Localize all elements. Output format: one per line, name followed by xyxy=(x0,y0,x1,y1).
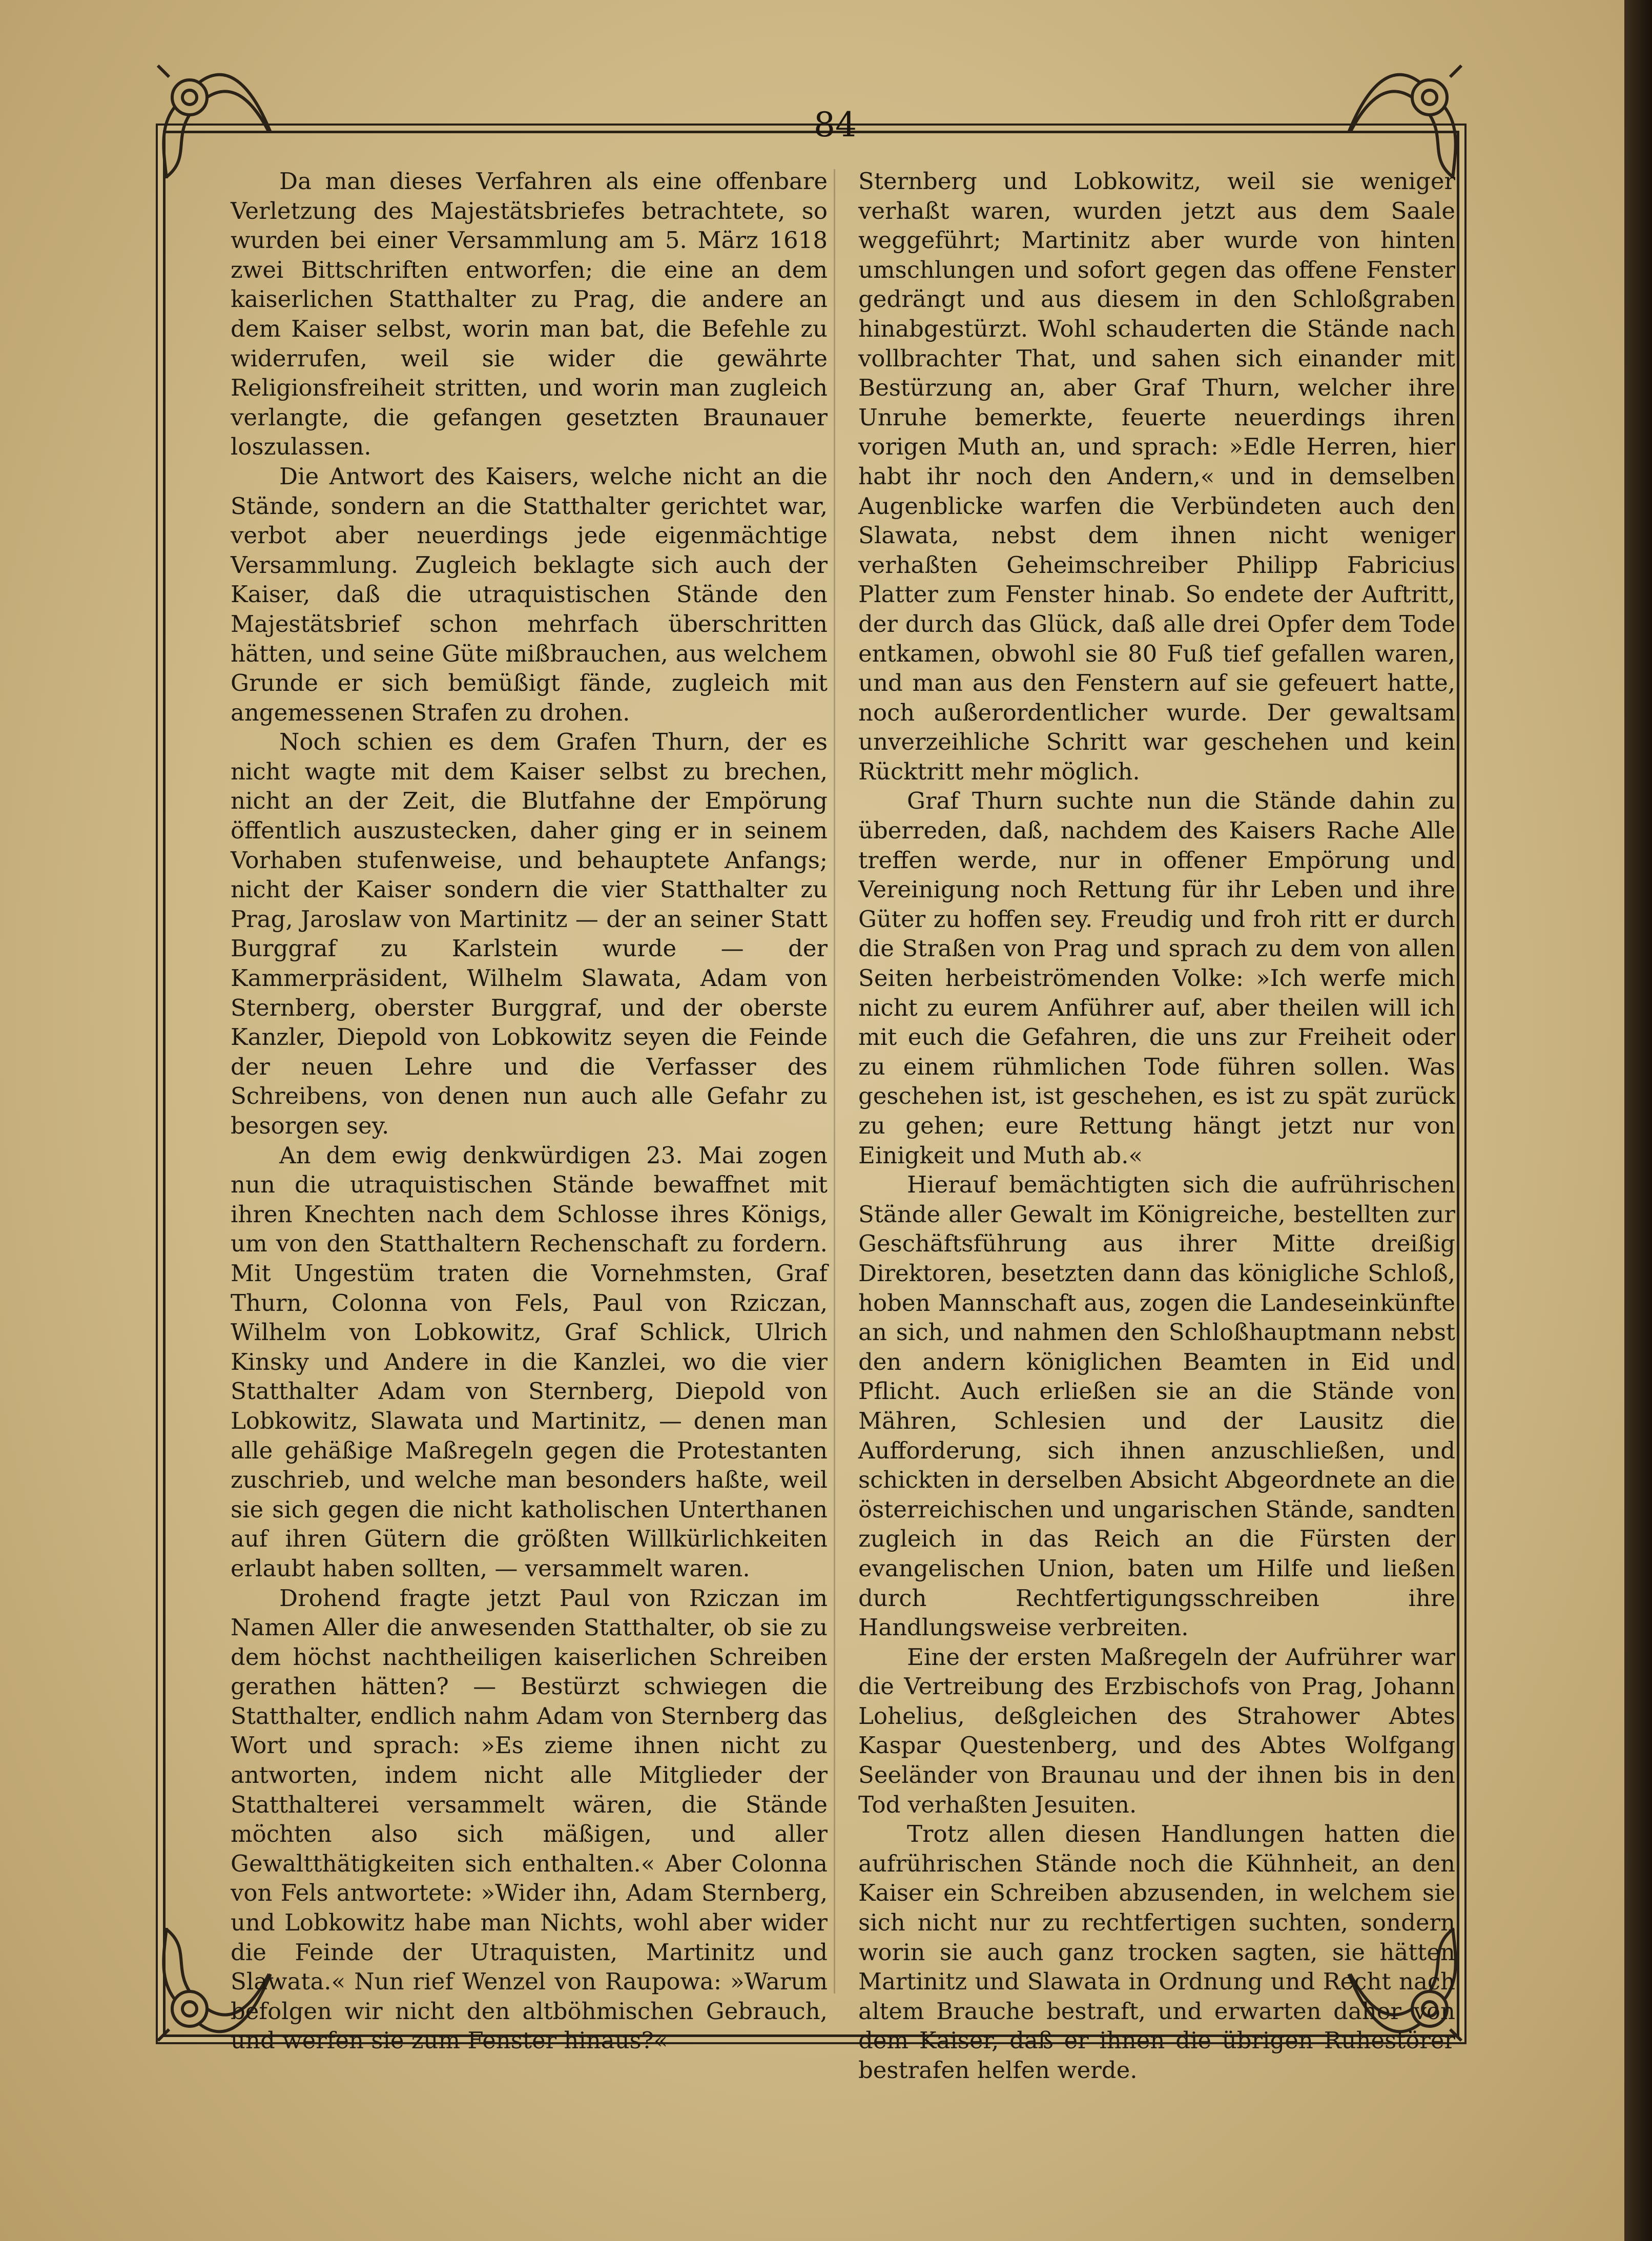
paragraph: Die Antwort des Kaisers, welche nicht an die Stände, sondern an die Statthalter gerichtet war, verbot aber neuerdings jede eigenmächtige Versammlung. Zugleich beklagte sich auch der Kaiser, daß die utraquistischen Stände den Majestätsbrief schon mehrfach überschritten hätten, und seine Güte mißbrauchen, aus welchem Grunde er sich bemüßigt fände, zugleich mit angemessenen Strafen zu drohen. xyxy=(231,462,828,726)
book-spine xyxy=(1624,0,1652,2241)
paragraph: Graf Thurn suchte nun die Stände dahin zu überreden, daß, nachdem des Kaisers Rache Alle treffen werde, nur in offener Empörung und Vereinigung noch Rettung für ihr Leben und ihre Güter zu hoffen sey. Freudig und froh ritt er durch die Straßen von Prag und sprach zu dem von allen Seiten herbeiströmenden Volke: »Ich werfe mich nicht zu eurem Anführer auf, aber theilen will ich mit euch die Gefahren, die uns zur Freiheit oder zu einem rühmlichen Tode führen sollen. Was geschehen ist, ist geschehen, es ist zu spät zurück zu gehen; eure Rettung hängt jetzt nur von Einigkeit und Muth ab.« xyxy=(858,787,1455,1169)
header-rule-right xyxy=(881,131,1383,133)
paragraph: Trotz allen diesen Handlungen hatten die aufrührischen Stände noch die Kühnheit, an den Kaiser ein Schreiben abzusenden, in welchem sie sich nicht nur zu rechtfertigen suchten, sondern worin sie auch ganz trocken sagten, sie hätten Martinitz und Slawata in Ordnung und Recht nach altem Brauche bestraft, und erwarten daher von dem Kaiser, daß er ihnen die übrigen Ruhestörer bestrafen helfen werde. xyxy=(858,1820,1455,2084)
header-rule-left xyxy=(277,131,779,133)
scroll-flourish-icon xyxy=(154,61,272,179)
paragraph: Sternberg und Lobkowitz, weil sie weniger verhaßt waren, wurden jetzt aus dem Saale weggeführt; Martinitz aber wurde von hinten umschlungen und sofort gegen das offene Fenster gedrängt und aus diesem in den Schloßgraben hinabgestürzt. Wohl schauderten die Stände nach vollbrachter That, und sahen sich einander mit Bestürzung an, aber Graf Thurn, welcher ihre Unruhe bemerkte, feuerte neuerdings ihren vorigen Muth an, und sprach: »Edle Herren, hier habt ihr noch den Andern,« und in demselben Augenblicke warfen die Verbündeten auch den Slawata, nebst dem ihnen nicht weniger verhaßten Geheimschreiber Philipp Fabricius Platter zum Fenster hinab. So endete der Auftritt, der durch das Glück, daß alle drei Opfer dem Tode entkamen, obwohl sie 80 Fuß tief gefallen waren, und man aus den Fenstern auf sie gefeuert hatte, noch außerordentlicher wurde. Der gewaltsam unverzeihliche Schritt war geschehen und kein Rücktritt mehr möglich. xyxy=(858,168,1455,785)
paragraph: Eine der ersten Maßregeln der Aufrührer war die Vertreibung des Erzbischofs von Prag, Johann Lohelius, deßgleichen des Strahower Abtes Kaspar Questenberg, und des Abtes Wolfgang Seeländer von Braunau und der ihnen bis in den Tod verhaßten Jesuiten. xyxy=(858,1643,1455,1818)
paragraph: Drohend fragte jetzt Paul von Rziczan im Namen Aller die anwesenden Statthalter, ob sie zu dem höchst nachtheiligen kaiserlichen Schreiben gerathen hätten? — Bestürzt schwiegen die Statthalter, endlich nahm Adam von Sternberg das Wort und sprach: »Es zieme ihnen nicht zu antworten, indem nicht alle Mitglieder der Statthalterei versammelt wären, die Stände möchten also sich mäßigen, und aller Gewaltthätigkeiten sich enthalten.« Aber Colonna von Fels antwortete: »Wider ihn, Adam Sternberg, und Lobkowitz habe man Nichts, wohl aber wider die Feinde der Utraquisten, Martinitz und Slawata.« Nun rief Wenzel von Raupowa: »Warum befolgen wir nicht den altböhmischen Gebrauch, und werfen sie zum Fenster hinaus?« xyxy=(231,1584,828,2054)
paragraph: Da man dieses Verfahren als eine offenbare Verletzung des Majestätsbriefes betrachtete, so wurden bei einer Versammlung am 5. März 1618 zwei Bittschriften entworfen; die eine an dem kaiserlichen Statthalter zu Prag, die andere an dem Kaiser selbst, worin man bat, die Befehle zu widerrufen, weil sie wider die gewährte Religionsfreiheit stritten, und worin man zugleich verlangte, die gefangen gesetzten Braunauer loszulassen. xyxy=(231,168,828,461)
right-text-column xyxy=(858,167,1455,2085)
column-gutter xyxy=(834,169,835,1993)
paragraph: Noch schien es dem Grafen Thurn, der es nicht wagte mit dem Kaiser selbst zu brechen, nicht an der Zeit, die Blutfahne der Empörung öffentlich auszustecken, daher ging er in seinem Vorhaben stufenweise, und behauptete Anfangs; nicht der Kaiser sondern die vier Statthalter zu Prag, Jaroslaw von Martinitz — der an seiner Statt Burggraf zu Karlstein wurde — der Kammerpräsident, Wilhelm Slawata, Adam von Sternberg, oberster Burggraf, und der oberste Kanzler, Diepold von Lobkowitz seyen die Feinde der neuen Lehre und die Verfasser des Schreibens, von denen nun auch alle Gefahr zu besorgen sey. xyxy=(231,728,828,1139)
paragraph: An dem ewig denkwürdigen 23. Mai zogen nun die utraquistischen Stände bewaffnet mit ihren Knechten nach dem Schlosse ihres Königs, um von den Statthaltern Rechenschaft zu fordern. Mit Ungestüm traten die Vornehmsten, Graf Thurn, Colonna von Fels, Paul von Rziczan, Wilhelm von Lobkowitz, Graf Schlick, Ulrich Kinsky und Andere in die Kanzlei, wo die vier Statthalter Adam von Sternberg, Diepold von Lobkowitz, Slawata und Martinitz, — denen man alle gehäßige Maßregeln gegen die Protestanten zuschrieb, und welche man besonders haßte, weil sie sich gegen die nicht katholischen Unterthanen auf ihren Gütern die größten Willkürlichkeiten erlaubt haben sollten, — versammelt waren. xyxy=(231,1141,828,1582)
scroll-flourish-icon xyxy=(1348,61,1465,179)
page-number: 84 xyxy=(814,105,857,145)
left-text-column xyxy=(231,167,828,2055)
paragraph: Hierauf bemächtigten sich die aufrührischen Stände aller Gewalt im Königreiche, bestellten zur Geschäftsführung aus ihrer Mitte dreißig Direktoren, besetzten dann das königliche Schloß, hoben Mannschaft aus, zogen die Landeseinkünfte an sich, und nahmen den Schloßhauptmann nebst den andern königlichen Beamten in Eid und Pflicht. Auch erließen sie an die Stände von Mähren, Schlesien und der Lausitz die Aufforderung, sich ihnen anzuschließen, und schickten in derselben Absicht Abgeordnete an die österreichischen und ungarischen Stände, sandten zugleich in das Reich an die Fürsten der evangelischen Union, baten um Hilfe und ließen durch Rechtfertigungsschreiben ihre Handlungsweise verbreiten. xyxy=(858,1171,1455,1641)
